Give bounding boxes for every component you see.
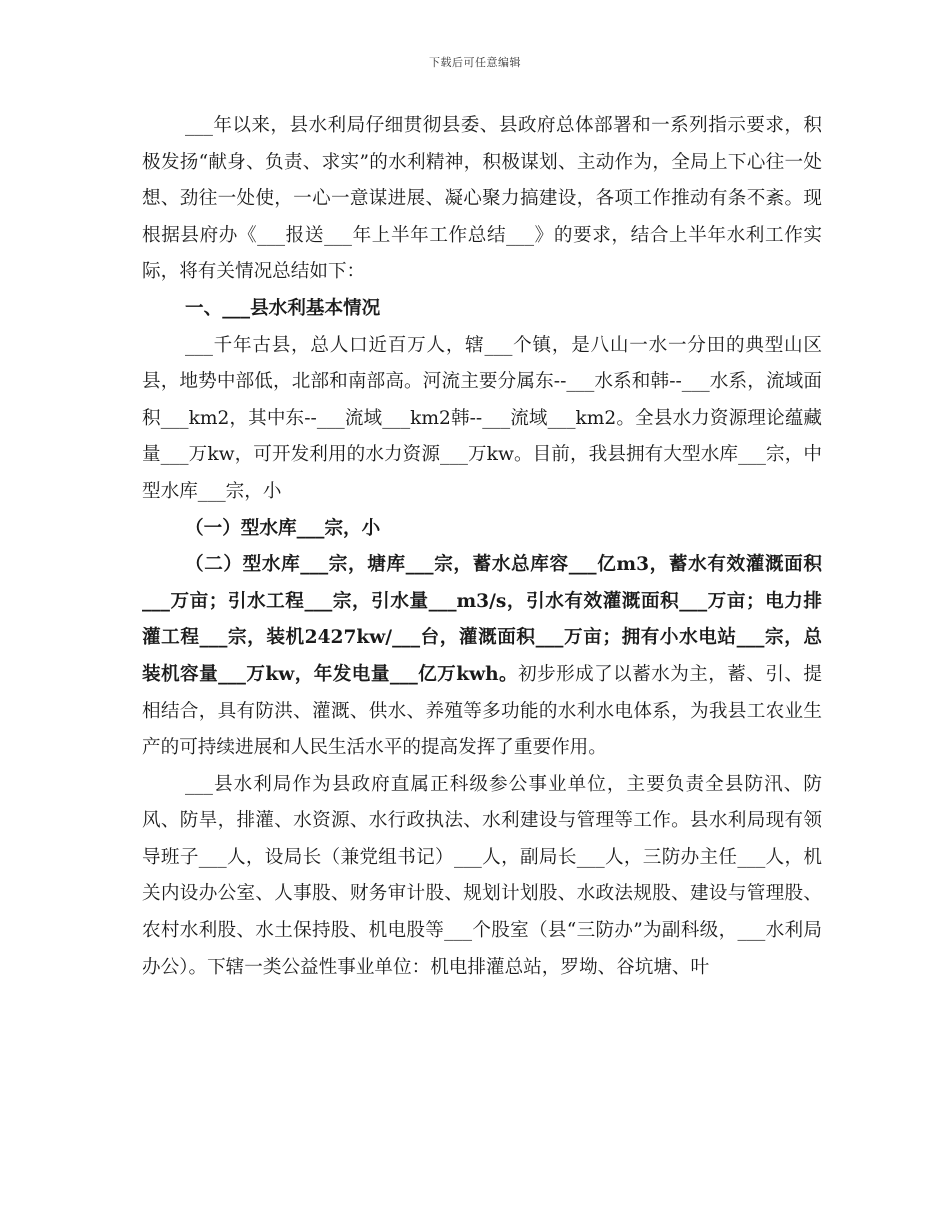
basic-situation-paragraph: ___千年古县，总人口近百万人，辖___个镇，是八山一水一分田的典型山区县，地势中部低，北部和南部高。河流主要分属东--___水系和韩--___水系，流域面积___km2，其中东--___流域___km2韩--___流域___km2。全县水力资源理论蕴藏量___万kw，可开发利用的水力资源___万kw。目前，我县拥有大型水库___宗，中型水库___宗，小 [142, 334, 822, 502]
section-heading-1: 一、___县水利基本情况 [185, 297, 381, 319]
intro-paragraph: ___年以来，县水利局仔细贯彻县委、县政府总体部署和一系列指示要求，积极发扬“献身、负责、求实”的水利精神，积极谋划、主动作为，全局上下心往一处想、劲往一处使，一心一意谋进展、凝心聚力搞建设，各项工作推动有条不紊。现根据县府办《___报送___年上半年工作总结___》的要求，结合上半年水利工作实际，将有关情况总结如下： [142, 115, 822, 283]
subsection-2-text: 初步形成了以蓄水为主，蓄、引、提相结合，具有防洪、灌溉、供水、养殖等多功能的水利水电体系，为我县工农业生产的可持续进展和人民生活水平的提高发挥了重要作用。 [142, 663, 822, 759]
document-body [142, 108, 822, 986]
subsection-2-bold-text: （二）型水库___宗，塘库___宗，蓄水总库容___亿m3，蓄水有效灌溉面积___万亩；引水工程___宗，引水量___m3/s，引水有效灌溉面积___万亩；电力排灌工程___宗，装机2427kw/___台，灌溉面积___万亩；拥有小水电站___宗，总装机容量___万kw，年发电量___亿万kwh。 [142, 554, 822, 685]
subsection-1: （一）型水库___宗，小 [185, 517, 381, 539]
page-header: 下载后可任意编辑 [429, 56, 521, 69]
bureau-paragraph: ___县水利局作为县政府直属正科级参公事业单位，主要负责全县防汛、防风、防旱，排灌、水资源、水行政执法、水利建设与管理等工作。县水利局现有领导班子___人，设局长（兼党组书记）___人，副局长___人，三防办主任___人，机关内设办公室、人事股、财务审计股、规划计划股、水政法规股、建设与管理股、农村水利股、水土保持股、机电股等___个股室（县“三防办”为副科级，___水利局办公）。下辖一类公益性事业单位：机电排灌总站，罗坳、谷坑塘、叶 [142, 773, 822, 978]
subsection-2 [142, 547, 822, 767]
